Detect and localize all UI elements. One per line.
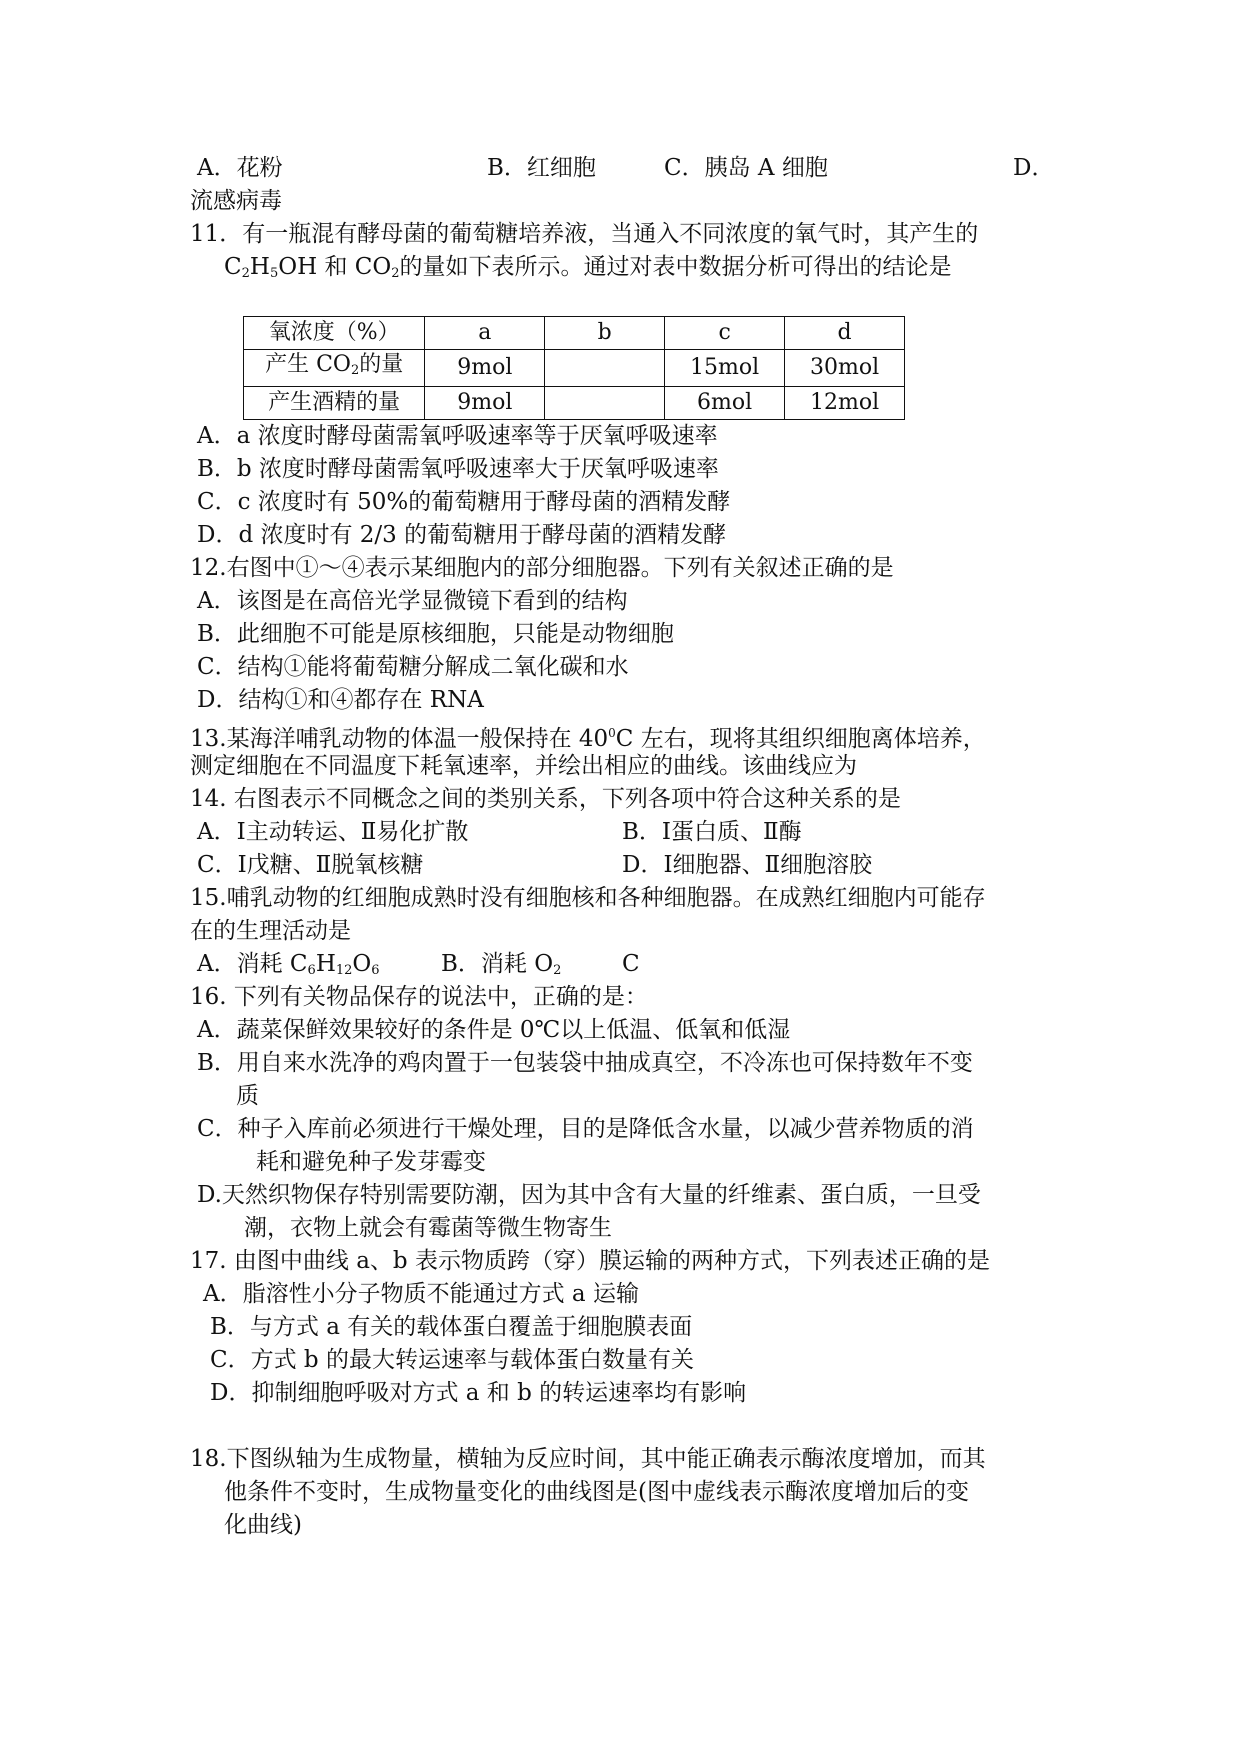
table-cell: 6mol (665, 387, 785, 420)
q17-option-d: D．抑制细胞呼吸对方式 a 和 b 的转运速率均有影响 (210, 1380, 747, 1406)
table-cell: 9mol (425, 350, 545, 387)
q11-option-b: B．b 浓度时酵母菌需氧呼吸速率大于厌氧呼吸速率 (197, 456, 719, 482)
q10-option-b: B．红细胞 (487, 155, 596, 181)
table-cell: b (545, 317, 665, 350)
table-row-label: 产生 $CO_2$的量 (244, 350, 425, 387)
q15-option-b: B．消耗 $O_2$ (441, 951, 562, 978)
table-cell: 9mol (425, 387, 545, 420)
table-cell: a (425, 317, 545, 350)
q12-option-c: C．结构①能将葡萄糖分解成二氧化碳和水 (197, 654, 629, 680)
q18-stem-line-3: 化曲线) (224, 1512, 302, 1538)
q17-stem: 17. 由图中曲线 a、b 表示物质跨（穿）膜运输的两种方式，下列表述正确的是 (190, 1248, 990, 1274)
q12-stem: 12.右图中①～④表示某细胞内的部分细胞器。下列有关叙述正确的是 (190, 555, 894, 581)
table-cell: 15mol (665, 350, 785, 387)
q15-stem-line-2: 在的生理活动是 (190, 918, 351, 944)
q16-option-c-line-2: 耗和避免种子发芽霉变 (256, 1149, 486, 1175)
table-cell: 氧浓度（%） (244, 317, 425, 350)
q15-stem-line-1: 15.哺乳动物的红细胞成熟时没有细胞核和各种细胞器。在成熟红细胞内可能存 (190, 885, 986, 911)
q11-option-c: C．c 浓度时有 50%的葡萄糖用于酵母菌的酒精发酵 (197, 489, 731, 515)
q16-option-b-line-1: B．用自来水洗净的鸡肉置于一包装袋中抽成真空，不冷冻也可保持数年不变 (197, 1050, 973, 1076)
q14-option-b: B．Ⅰ蛋白质、Ⅱ酶 (622, 819, 802, 845)
q17-option-a: A．脂溶性小分子物质不能通过方式 a 运输 (203, 1281, 639, 1307)
table-cell (545, 387, 665, 420)
q11-stem-line-2 (224, 252, 952, 289)
q14-option-d: D．Ⅰ细胞器、Ⅱ细胞溶胶 (622, 852, 873, 878)
q11-option-d: D．d 浓度时有 2/3 的葡萄糖用于酵母菌的酒精发酵 (197, 522, 727, 548)
q16-option-d-line-1: D.天然织物保存特别需要防潮，因为其中含有大量的纤维素、蛋白质，一旦受 (197, 1182, 981, 1208)
q10-option-a: A．花粉 (197, 155, 283, 181)
table-row (244, 387, 905, 420)
q14-stem: 14. 右图表示不同概念之间的类别关系，下列各项中符合这种关系的是 (190, 786, 901, 812)
subscript: 2 (241, 266, 250, 281)
q18-stem-line-2: 他条件不变时，生成物量变化的曲线图是(图中虚线表示酶浓度增加后的变 (224, 1479, 969, 1505)
q10-option-d-label: D． (1013, 155, 1055, 181)
formula-h: H (249, 254, 270, 280)
q16-stem: 16. 下列有关物品保存的说法中，正确的是： (190, 984, 648, 1010)
q17-option-b: B．与方式 a 有关的载体蛋白覆盖于细胞膜表面 (210, 1314, 693, 1340)
subscript: 5 (269, 266, 279, 281)
q13-stem-line-2: 测定细胞在不同温度下耗氧速率，并绘出相应的曲线。该曲线应为 (190, 753, 857, 779)
q15-option-a: A．消耗 $C_6H_{12}O_6$ (197, 951, 380, 978)
q14-option-a: A．Ⅰ主动转运、Ⅱ易化扩散 (197, 819, 469, 845)
q16-option-c-line-1: C．种子入库前必须进行干燥处理，目的是降低含水量，以减少营养物质的消 (197, 1116, 974, 1142)
q16-option-b-line-2: 质 (236, 1083, 259, 1109)
table-cell: 30mol (785, 350, 905, 387)
formula-c: C (224, 254, 242, 280)
q16-option-d-line-2: 潮，衣物上就会有霉菌等微生物寄生 (244, 1215, 612, 1241)
q12-option-d: D．结构①和④都存在 RNA (197, 687, 484, 713)
q12-option-a: A．该图是在高倍光学显微镜下看到的结构 (197, 588, 628, 614)
q11-stem-line-1: 11．有一瓶混有酵母菌的葡萄糖培养液，当通入不同浓度的氧气时，其产生的 (190, 221, 979, 247)
table-cell: 12mol (785, 387, 905, 420)
table-cell (545, 350, 665, 387)
q10-option-d-text: 流感病毒 (190, 188, 282, 214)
table-row (244, 350, 905, 387)
oxygen-data-table (243, 316, 905, 420)
q11-option-a: A．a 浓度时酵母菌需氧呼吸速率等于厌氧呼吸速率 (197, 423, 718, 449)
table-cell: c (665, 317, 785, 350)
table-cell: d (785, 317, 905, 350)
q12-option-b: B．此细胞不可能是原核细胞，只能是动物细胞 (197, 621, 674, 647)
q13-stem-line-1: 13.某海洋哺乳动物的体温一般保持在 $40^0C$ 左右，现将其组织细胞离体培养， (190, 726, 986, 752)
stem-text: 的量如下表所示。通过对表中数据分析可得出的结论是 (399, 254, 952, 280)
q17-option-c: C．方式 b 的最大转运速率与载体蛋白数量有关 (210, 1347, 694, 1373)
table-header-row (244, 317, 905, 350)
q10-option-c: C．胰岛 A 细胞 (664, 155, 828, 181)
subscript: 2 (391, 266, 400, 281)
q16-option-a: A．蔬菜保鲜效果较好的条件是 0℃以上低温、低氧和低湿 (197, 1017, 791, 1043)
q18-stem-line-1: 18.下图纵轴为生成物量，横轴为反应时间，其中能正确表示酶浓度增加，而其 (190, 1446, 986, 1472)
superscript: 0 (608, 726, 616, 740)
q14-option-c: C．Ⅰ戊糖、Ⅱ脱氧核糖 (197, 852, 424, 878)
q15-option-c: C (622, 951, 640, 977)
formula-oh-co: OH 和 CO (278, 254, 392, 280)
table-row-label: 产生酒精的量 (244, 387, 425, 420)
